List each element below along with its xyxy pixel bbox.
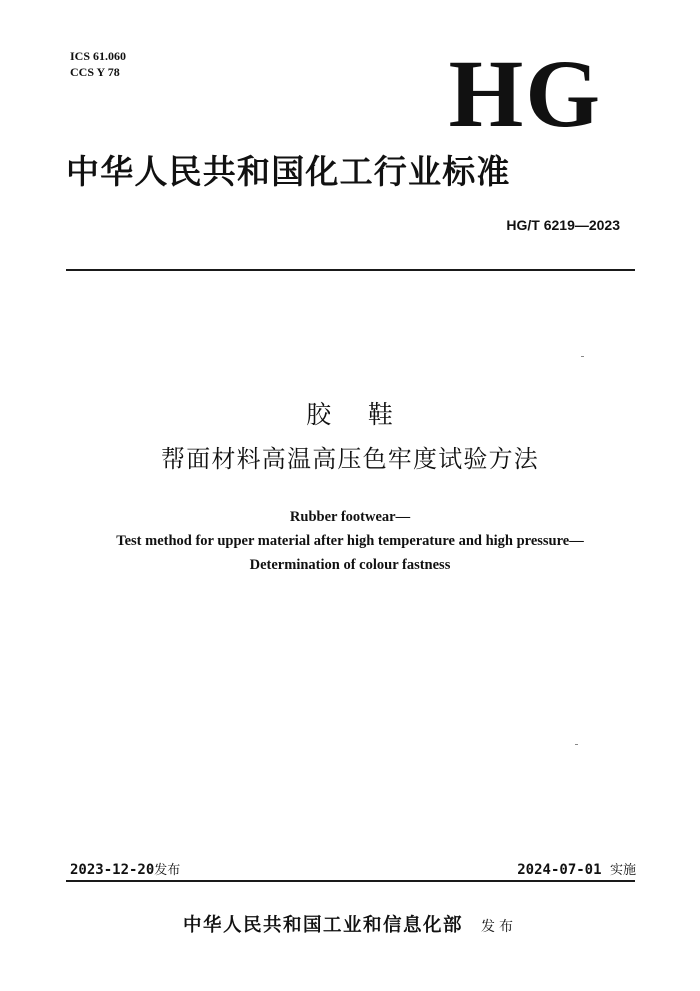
publisher <box>0 911 700 937</box>
document-subtitle: 帮面材料高温高压色牢度试验方法 <box>161 445 539 473</box>
standard-category-title: 中华人民共和国化工行业标准 <box>66 152 511 191</box>
scan-speck <box>581 356 584 357</box>
classification-codes <box>70 48 126 80</box>
hg-logo: HG <box>448 40 602 147</box>
english-title <box>0 505 700 577</box>
bottom-divider <box>66 880 635 882</box>
issue-date-value: 2023-12-20 <box>70 862 155 878</box>
publisher-organization: 中华人民共和国工业和信息化部 <box>182 915 463 936</box>
document-title: 胶 鞋 <box>306 400 394 429</box>
publisher-action: 发布 <box>481 919 517 935</box>
ccs-code: CCS Y 78 <box>70 65 120 79</box>
implementation-date-label: 实施 <box>609 863 636 878</box>
english-title-line-2: Test method for upper material after high temperature and high pressure— <box>116 533 584 549</box>
implementation-date-value: 2024-07-01 <box>517 862 602 878</box>
implementation-date <box>517 861 636 880</box>
english-title-line-3: Determination of colour fastness <box>249 557 451 573</box>
english-title-line-1: Rubber footwear— <box>289 509 411 525</box>
scan-speck <box>575 744 578 745</box>
standard-code: HG/T 6219—2023 <box>506 217 620 233</box>
ics-code: ICS 61.060 <box>70 49 127 63</box>
top-divider <box>66 269 635 271</box>
issue-date-label: 发布 <box>154 863 181 878</box>
issue-date <box>70 861 180 880</box>
